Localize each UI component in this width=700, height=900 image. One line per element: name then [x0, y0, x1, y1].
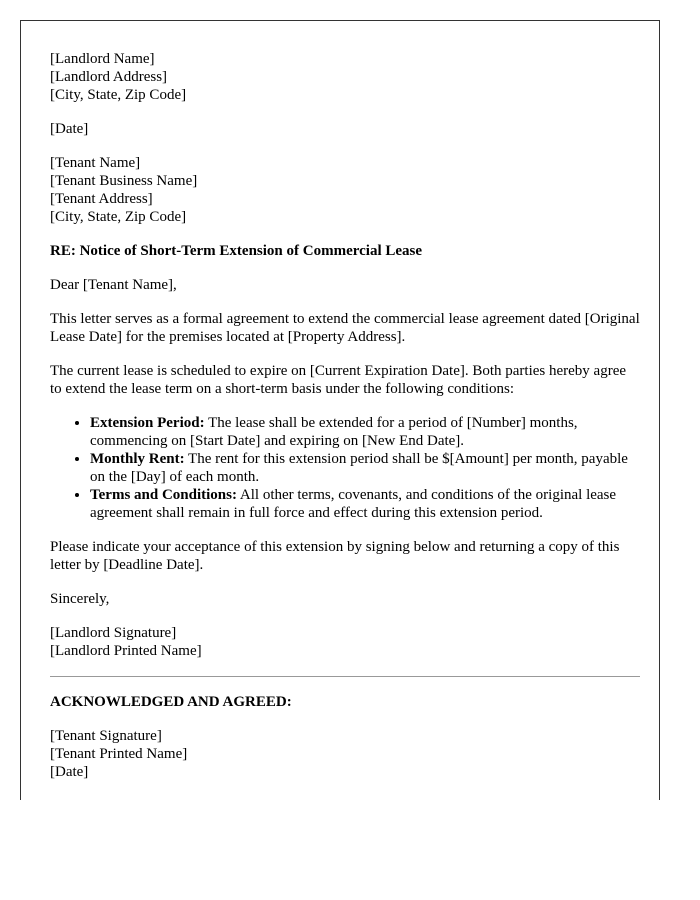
- letter-content: [50, 50, 640, 797]
- tenant-signature-date: [Date]: [50, 764, 89, 780]
- expiration-paragraph: The current lease is scheduled to expire on [Current Expiration Date]. Both parties hereby agree to extend the lease term on a short-term basis under the following conditions:: [50, 363, 627, 397]
- condition-item-extension-period: [90, 414, 640, 450]
- condition-text: The lease shall be extended for a period of [Number] months, commencing on [Start Date] and expiring on [New End Date].: [90, 415, 578, 449]
- letter-page: [20, 20, 660, 800]
- tenant-printed-name: [Tenant Printed Name]: [50, 746, 188, 762]
- tenant-address: [Tenant Address]: [50, 191, 153, 207]
- landlord-address: [Landlord Address]: [50, 69, 168, 85]
- conditions-list: [50, 414, 640, 522]
- tenant-signature-block: [50, 727, 640, 781]
- tenant-business-name: [Tenant Business Name]: [50, 173, 198, 189]
- intro-paragraph: This letter serves as a formal agreement to extend the commercial lease agreement dated [Original Lease Date] for the premises located at [Property Address].: [50, 311, 640, 345]
- tenant-signature: [Tenant Signature]: [50, 728, 162, 744]
- landlord-signature: [Landlord Signature]: [50, 625, 177, 641]
- condition-text: All other terms, covenants, and conditions of the original lease agreement shall remain in full force and effect during this extension period.: [90, 487, 617, 521]
- acknowledgement-heading: ACKNOWLEDGED AND AGREED:: [50, 694, 292, 710]
- letter-date: [Date]: [50, 121, 89, 137]
- section-divider: [50, 676, 640, 677]
- letter-date-block: [50, 120, 640, 138]
- acceptance-paragraph: Please indicate your acceptance of this extension by signing below and returning a copy of this letter by [Deadline Date].: [50, 539, 620, 573]
- landlord-signature-block: [50, 624, 640, 660]
- condition-label: Terms and Conditions:: [90, 487, 237, 503]
- condition-label: Monthly Rent:: [90, 451, 185, 467]
- condition-item-monthly-rent: [90, 450, 640, 486]
- landlord-printed-name: [Landlord Printed Name]: [50, 643, 202, 659]
- condition-label: Extension Period:: [90, 415, 205, 431]
- landlord-name: [Landlord Name]: [50, 51, 155, 67]
- closing: Sincerely,: [50, 591, 110, 607]
- condition-text: The rent for this extension period shall be $[Amount] per month, payable on the [Day] of each month.: [90, 451, 628, 485]
- tenant-name: [Tenant Name]: [50, 155, 141, 171]
- condition-item-terms-and-conditions: [90, 486, 640, 522]
- tenant-address-block: [50, 154, 640, 226]
- tenant-city-state-zip: [City, State, Zip Code]: [50, 209, 187, 225]
- salutation: Dear [Tenant Name],: [50, 277, 177, 293]
- subject-line: RE: Notice of Short-Term Extension of Commercial Lease: [50, 243, 423, 259]
- landlord-city-state-zip: [City, State, Zip Code]: [50, 87, 187, 103]
- landlord-address-block: [50, 50, 640, 104]
